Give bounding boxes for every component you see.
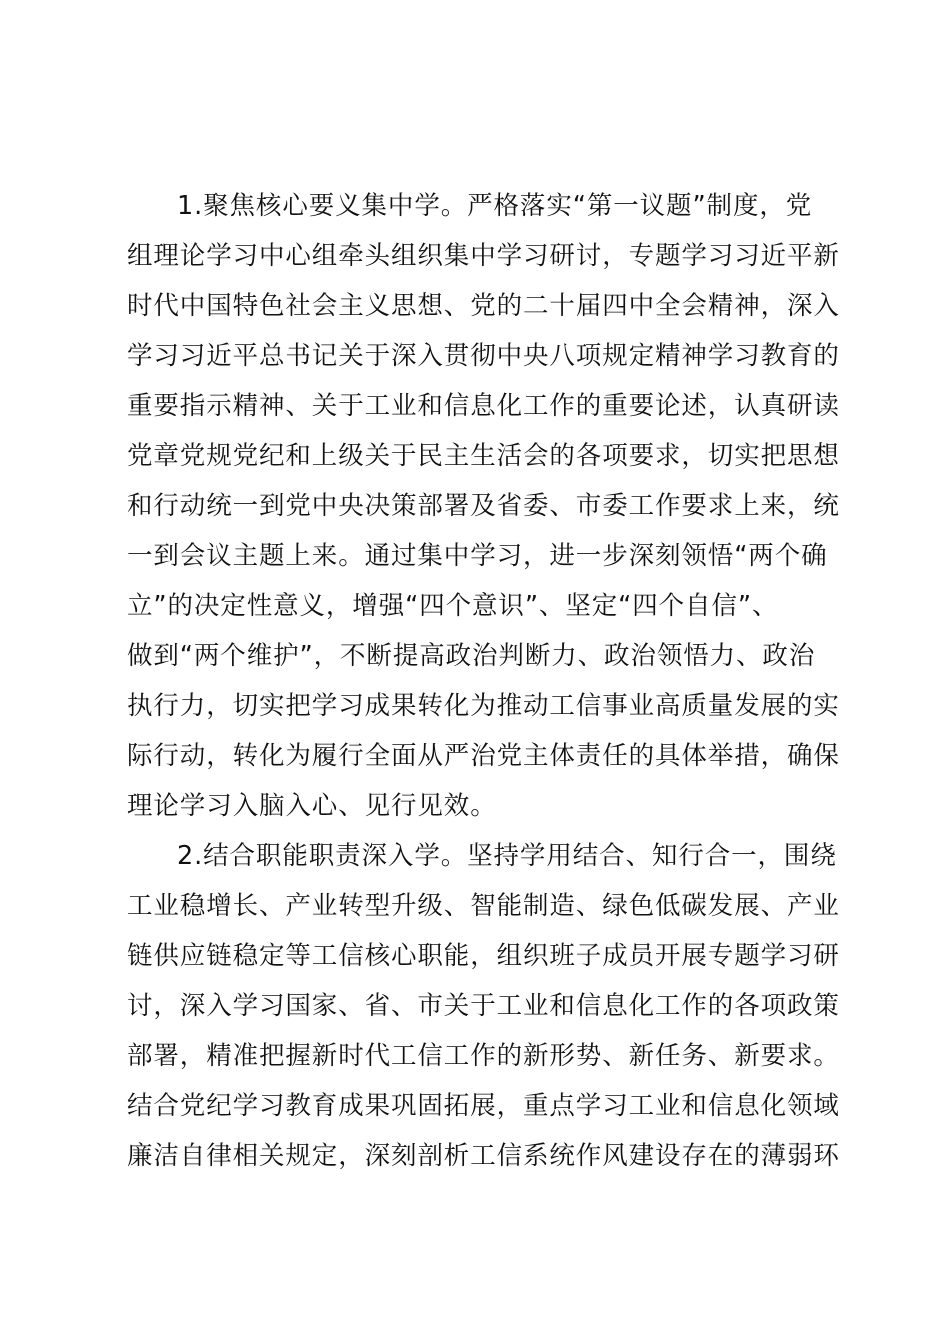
paragraph-line: 时代中国特色社会主义思想、党的二十届四中全会精神，深入: [127, 291, 840, 321]
paragraph-line: 工业稳增长、产业转型升级、智能制造、绿色低碳发展、产业: [127, 891, 840, 921]
paragraph-line: 一到会议主题上来。通过集中学习，进一步深刻领悟“两个确: [127, 541, 828, 571]
paragraph-line: 链供应链稳定等工信核心职能，组织班子成员开展专题学习研: [127, 941, 840, 971]
paragraph-line: 立”的决定性意义，增强“四个意识”、坚定“四个自信”、: [127, 591, 779, 621]
paragraph-line: 际行动，转化为履行全面从严治党主体责任的具体举措，确保: [127, 741, 840, 771]
paragraph-line: 做到“两个维护”，不断提高政治判断力、政治领悟力、政治: [127, 641, 816, 671]
paragraph-line: 党章党规党纪和上级关于民主生活会的各项要求，切实把思想: [127, 441, 840, 471]
paragraph-line: 2.结合职能职责深入学。坚持学用结合、知行合一，围绕: [177, 841, 837, 871]
paragraph-line: 理论学习入脑入心、见行见效。: [127, 791, 497, 821]
paragraph-line: 讨，深入学习国家、省、市关于工业和信息化工作的各项政策: [127, 991, 840, 1021]
paragraph-line: 和行动统一到党中央决策部署及省委、市委工作要求上来，统: [127, 491, 840, 521]
paragraph-line: 结合党纪学习教育成果巩固拓展，重点学习工业和信息化领域: [127, 1091, 840, 1121]
document-page: [127, 181, 840, 1181]
paragraph-line: 执行力，切实把学习成果转化为推动工信事业高质量发展的实: [127, 691, 840, 721]
paragraph-2-combine-duties-study: [127, 831, 840, 1181]
paragraph-1-focus-core-study: [127, 181, 840, 831]
paragraph-line: 重要指示精神、关于工业和信息化工作的重要论述，认真研读: [127, 391, 840, 421]
paragraph-line: 学习习近平总书记关于深入贯彻中央八项规定精神学习教育的: [127, 341, 840, 371]
paragraph-line: 1.聚焦核心要义集中学。严格落实“第一议题”制度，党: [177, 191, 813, 221]
paragraph-line: 组理论学习中心组牵头组织集中学习研讨，专题学习习近平新: [127, 241, 840, 271]
paragraph-line: 廉洁自律相关规定，深刻剖析工信系统作风建设存在的薄弱环: [127, 1141, 840, 1171]
paragraph-line: 部署，精准把握新时代工信工作的新形势、新任务、新要求。: [127, 1041, 840, 1071]
